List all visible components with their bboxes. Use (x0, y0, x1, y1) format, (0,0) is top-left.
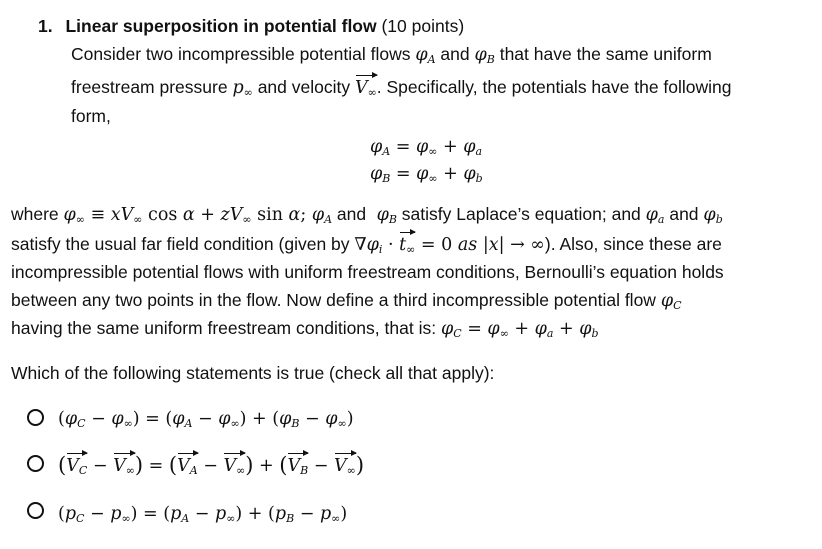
body-line-2: satisfy the usual far field condition (given by $\nabla\varphi_i \cdot t_\infty = 0$ as |x| → ∞). Also, since these are (11, 234, 722, 256)
option-2-label: $(V_C - V_\infty) = (V_A - V_\infty) + (V_B - V_\infty)$ (58, 453, 365, 477)
body-text: and (664, 204, 704, 224)
intro-text: Consider two incompressible potential flows (71, 44, 416, 64)
body-text: where (11, 204, 64, 224)
body-text: satisfy the usual far field condition (given by (11, 234, 355, 254)
p-inf-symbol: $p_\infty$ (232, 78, 253, 99)
intro-line-1 (71, 43, 712, 66)
option-3-label: $(p_C - p_\infty) = (p_A - p_\infty) + (p_B - p_\infty)$ (58, 504, 348, 525)
phi-a-symbol: $\varphi_A$ (415, 45, 436, 66)
problem-header (38, 15, 464, 37)
body-line-1: where $\varphi_\infty \equiv xV_\infty$ $\cos \alpha + zV_\infty$ sin α; $\varphi_A$ and $\varphi_B$ satisfy Laplace’s equation; and $\varphi_a$ and $\varphi_b$ (11, 204, 723, 226)
option-3-radio[interactable] (27, 502, 44, 519)
intro-text: that have the same uniform (494, 44, 712, 64)
option-2-radio[interactable] (27, 455, 44, 472)
body-line-3: incompressible potential flows with uniform freestream conditions, Bernoulli’s equation holds (11, 262, 724, 282)
intro-text: . Specifically, the potentials have the following (376, 77, 732, 97)
body-text: and (332, 204, 371, 224)
intro-text: and velocity (252, 77, 355, 97)
problem-points: (10 points) (381, 16, 465, 36)
option-1-radio[interactable] (27, 409, 44, 426)
body-text: between any two points in the flow. Now define a third incompressible potential flow (11, 290, 661, 310)
phi-b-symbol: $\varphi_B$ (474, 45, 495, 66)
problem-title: Linear superposition in potential flow (65, 16, 377, 36)
equation-phi-b: $\varphi_B = \varphi_\infty + \varphi_b$ (370, 164, 483, 185)
option-1-label: $(\varphi_C - \varphi_\infty) = (\varphi_A - \varphi_\infty) + (\varphi_B - \varphi_\infty)$ (58, 409, 354, 430)
body-text: ). Also, since these are (544, 234, 722, 254)
v-inf-vector: $V_\infty$ (354, 78, 377, 99)
equation-phi-a: $\varphi_A = \varphi_\infty + \varphi_a$ (370, 137, 483, 158)
intro-line-3: form, (71, 106, 111, 126)
intro-text: freestream pressure (71, 77, 233, 97)
body-text: satisfy Laplace’s equation; and (396, 204, 646, 224)
body-text: having the same uniform freestream conditions, that is: (11, 318, 441, 338)
intro-line-2 (71, 76, 732, 99)
intro-text: and (435, 44, 475, 64)
problem-number: 1. (38, 16, 53, 36)
body-line-5: having the same uniform freestream conditions, that is: $\varphi_C = \varphi_\infty + \varphi_a + \varphi_b$ (11, 318, 599, 340)
body-line-4: between any two points in the flow. Now define a third incompressible potential flow $\varphi_C$ (11, 290, 682, 312)
question-text: Which of the following statements is true (check all that apply): (11, 363, 495, 383)
